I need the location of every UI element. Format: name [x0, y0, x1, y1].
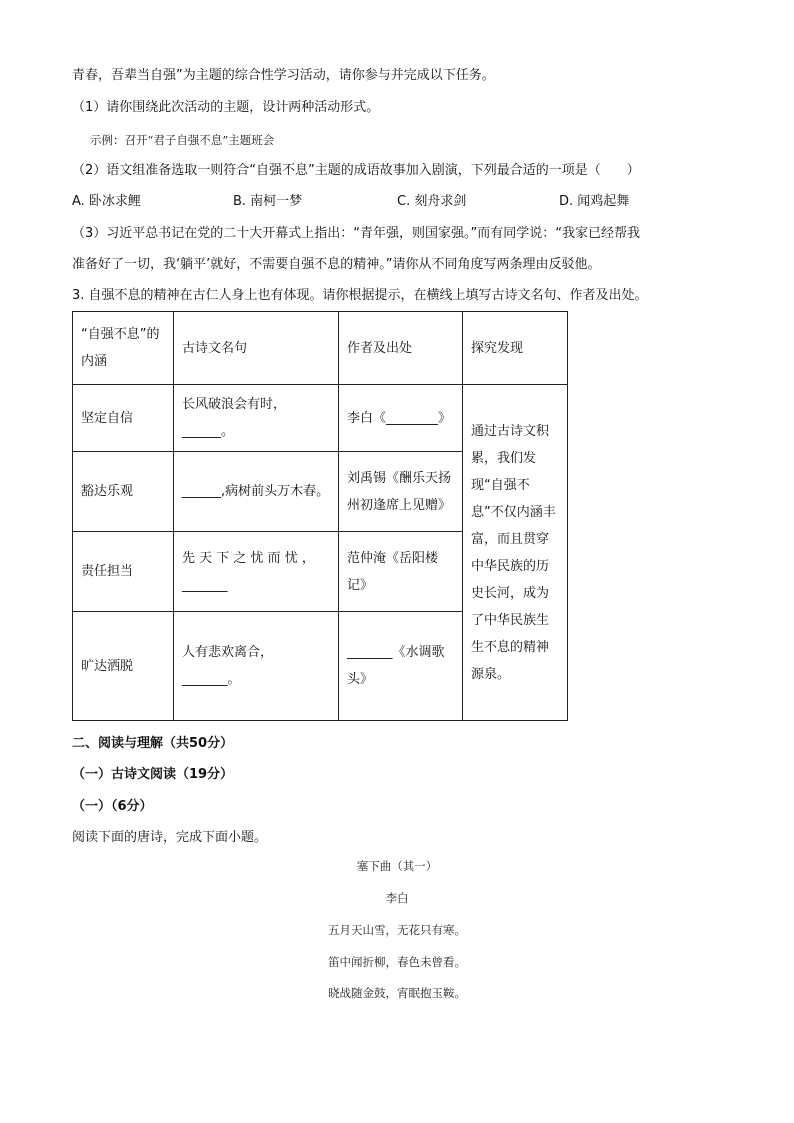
header-finding: 探究发现: [463, 312, 568, 385]
line-cell: 长风破浪会有时，______。: [174, 385, 339, 452]
option-d[interactable]: D. 闻鸡起舞: [559, 194, 630, 209]
reading-instruction: 阅读下面的唐诗，完成下面小题。: [72, 830, 268, 845]
question-1: （1）请你围绕此次活动的主题，设计两种活动形式。: [72, 100, 380, 115]
poem-line: 五月天山雪，无花只有寒。: [328, 923, 466, 937]
meaning-cell: 豁达乐观: [73, 452, 174, 532]
subsection-title-2: （一）（6分）: [72, 799, 153, 814]
finding-cell: 通过古诗文积累，我们发现“自强不息”不仅内涵丰富，而且贯穿中华民族的历史长河，成为了中华民族生生不息的精神源泉。: [463, 385, 568, 721]
source-cell: 范仲淹《岳阳楼记》: [339, 532, 463, 612]
line-cell: 人有悲欢离合，_______。: [174, 612, 339, 721]
question-2: （2）语文组准备选取一则符合“自强不息”主题的成语故事加入剧演，下列最合适的一项是（ ）: [72, 163, 640, 178]
line-cell: 先 天 下 之 忧 而 忧 ，_______: [174, 532, 339, 612]
source-cell: _______《水调歌头》: [339, 612, 463, 721]
option-b[interactable]: B. 南柯一梦: [233, 194, 303, 209]
intro-line: 青春，吾辈当自强”为主题的综合性学习活动，请你参与并完成以下任务。: [72, 68, 495, 83]
question-3-line2: 准备好了一切，我‘躺平’就好，不需要自强不息的精神。”请你从不同角度写两条理由反驳他。: [72, 257, 601, 272]
poem-title: 塞下曲（其一）: [356, 859, 438, 873]
poem-author: 李白: [385, 891, 409, 905]
header-source: 作者及出处: [339, 312, 463, 385]
header-meaning: “自强不息”的内涵: [73, 312, 174, 385]
poem-line: 笛中闻折柳，春色未曾看。: [328, 955, 466, 969]
header-line: 古诗文名句: [174, 312, 339, 385]
poem-line: 晓战随金鼓，宵眠抱玉鞍。: [328, 986, 466, 1000]
line-cell: ______,病树前头万木春。: [174, 452, 339, 532]
section-title: 二、阅读与理解（共50分）: [72, 736, 234, 751]
option-a[interactable]: A. 卧冰求鲤: [72, 194, 141, 209]
poetry-table: [72, 311, 568, 721]
question-3-line1: （3）习近平总书记在党的二十大开幕式上指出：“青年强，则国家强。”而有同学说：“我家已经帮我: [72, 226, 640, 241]
question-4: 3. 自强不息的精神在古仁人身上也有体现。请你根据提示，在横线上填写古诗文名句、作者及出处。: [72, 288, 648, 303]
meaning-cell: 坚定自信: [73, 385, 174, 452]
table-header-row: [73, 312, 568, 385]
meaning-cell: 旷达洒脱: [73, 612, 174, 721]
subsection-title-1: （一）古诗文阅读（19分）: [72, 767, 234, 782]
table-row: [73, 385, 568, 452]
option-c[interactable]: C. 刻舟求剑: [397, 194, 467, 209]
meaning-cell: 责任担当: [73, 532, 174, 612]
source-cell: 李白《________》: [339, 385, 463, 452]
source-cell: 刘禹锡《酬乐天扬州初逢席上见赠》: [339, 452, 463, 532]
example-text: 示例：召开“君子自强不息”主题班会: [90, 133, 275, 147]
